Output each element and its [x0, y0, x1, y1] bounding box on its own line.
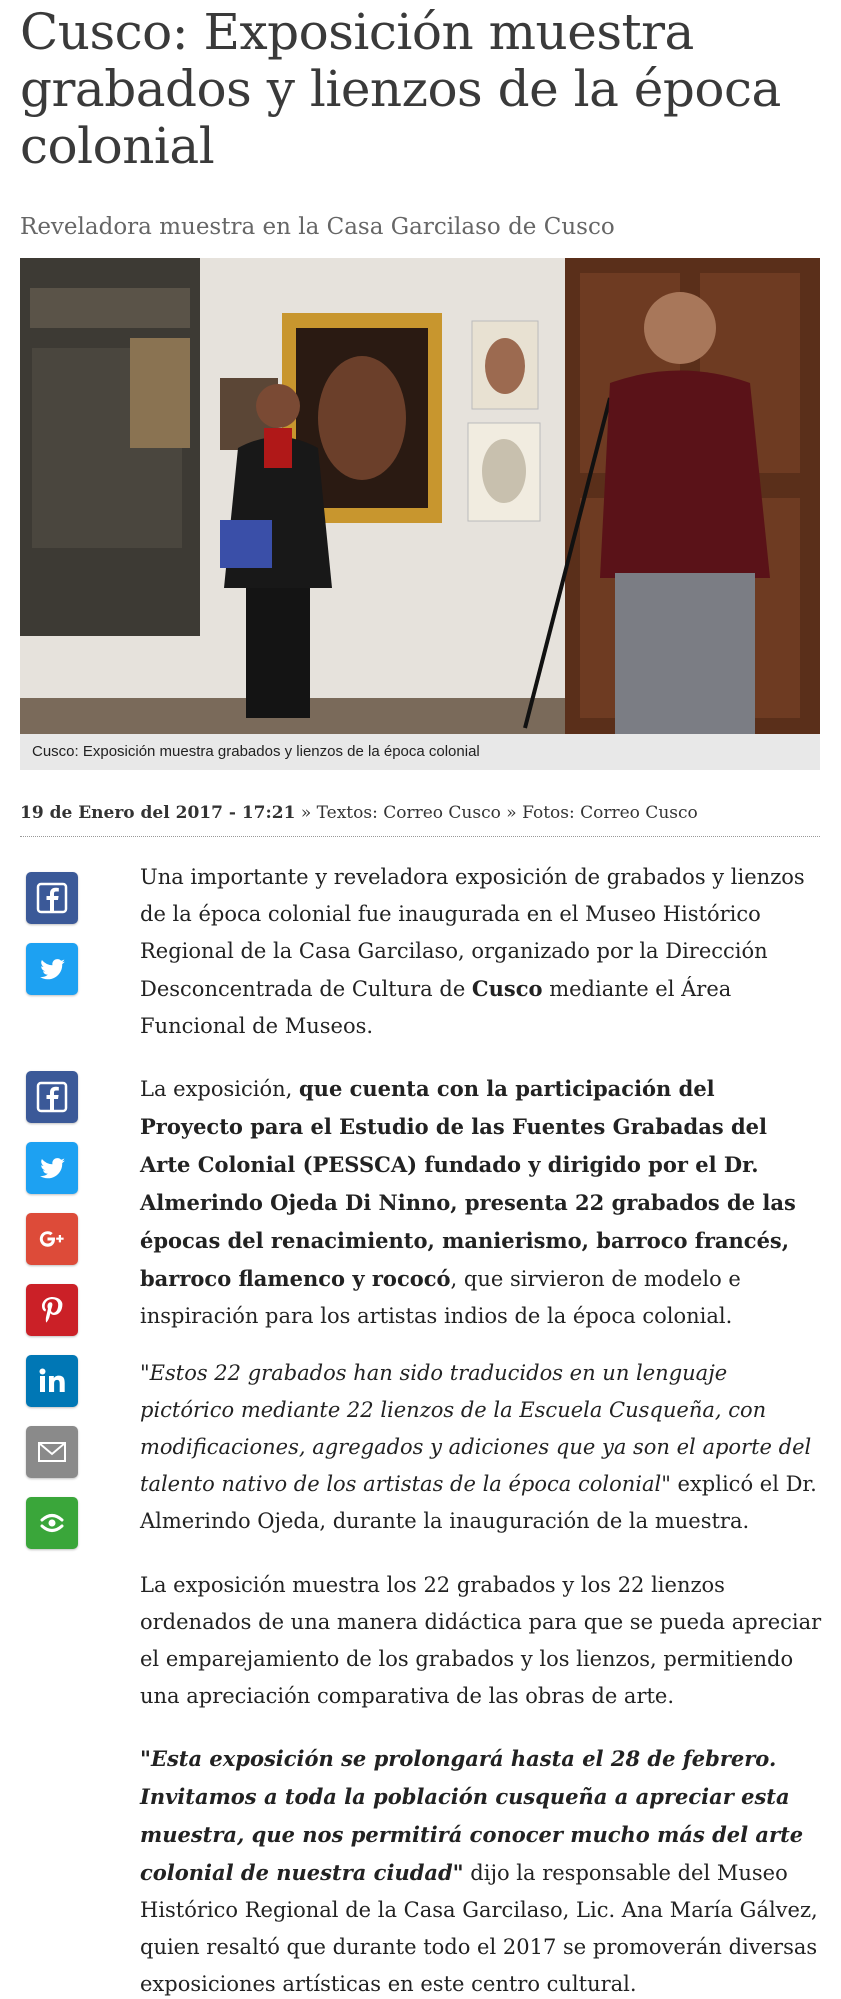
photo-credit: Fotos: Correo Cusco: [522, 803, 698, 823]
paragraph-bold-text: que cuenta con la participación del Proyecto para el Estudio de las Fuentes Grabadas del Arte Colonial (PESSCA) fundado y dirigido por el Dr. Almerindo Ojeda Di Ninno, presenta 22 grabados de las épocas del renacimiento, manierismo, barroco francés, barroco flamenco y rococó: [140, 1076, 796, 1291]
paragraph-quote: "Esta exposición se prolongará hasta el 28 de febrero. Invitamos a toda la población cusqueña a apreciar esta muestra, que nos permitirá conocer mucho más del arte colonial de nuestra ciudad": [140, 1746, 804, 1885]
article-headline: Cusco: Exposición muestra grabados y lienzos de la época colonial: [20, 3, 781, 175]
share-top-group: [26, 872, 80, 1014]
article-photo: [20, 258, 820, 734]
paragraph-text: mediante el Área Funcional de Museos.: [140, 977, 732, 1038]
twitter-icon: [35, 1151, 69, 1185]
article-paragraph-2: [140, 1070, 824, 1335]
article-paragraph-1: [140, 859, 824, 1045]
article-paragraph-4: La exposición muestra los 22 grabados y los 22 lienzos ordenados de una manera didáctica para que se pueda apreciar el emparejamiento de los grabados y los lienzos, permitiendo una apreciación comparativa de las obras de arte.: [140, 1573, 822, 1708]
linkedin-icon: [35, 1364, 69, 1398]
sharethis-icon: [35, 1506, 69, 1540]
paragraph-text: La exposición,: [140, 1077, 299, 1101]
meta-separator: »: [295, 803, 317, 823]
twitter-share-button[interactable]: [26, 943, 78, 995]
paragraph-text: dijo la responsable del Museo Histórico Regional de la Casa Garcilaso, Lic. Ana María Gálvez, quien resaltó que durante todo el 2017 se promoverán diversas exposiciones artísticas en este centro cultural.: [140, 1861, 818, 1996]
article-meta: [20, 803, 820, 837]
email-share-button[interactable]: [26, 1426, 78, 1478]
paragraph-bold-text: Cusco: [471, 976, 543, 1001]
twitter-share-button[interactable]: [26, 1142, 78, 1194]
sharethis-share-button[interactable]: [26, 1497, 78, 1549]
article-paragraph-5: [140, 1740, 824, 1999]
article-paragraph-3: [140, 1355, 824, 1540]
email-icon: [35, 1435, 69, 1469]
facebook-share-button[interactable]: [26, 872, 78, 924]
paragraph-text: explicó el Dr. Almerindo Ojeda, durante la inauguración de la muestra.: [140, 1472, 817, 1533]
photo-caption: Cusco: Exposición muestra grabados y lienzos de la época colonial: [20, 734, 820, 770]
publish-date: 19 de Enero del 2017 - 17:21: [20, 803, 296, 823]
facebook-icon: [35, 1080, 69, 1114]
google-plus-icon: [35, 1222, 69, 1256]
google-plus-share-button[interactable]: [26, 1213, 78, 1265]
pinterest-icon: [35, 1293, 69, 1327]
twitter-icon: [35, 952, 69, 986]
facebook-share-button[interactable]: [26, 1071, 78, 1123]
paragraph-text: , que sirvieron de modelo e inspiración para los artistas indios de la época colonial.: [140, 1267, 741, 1328]
paragraph-quote: "Estos 22 grabados han sido traducidos en un lenguaje pictórico mediante 22 lienzos de la Escuela Cusqueña, con modificaciones, agregados y adiciones que ya son el aporte del talento nativo de los artistas de la época colonial": [140, 1361, 812, 1496]
photo-illustration: [20, 258, 820, 734]
linkedin-share-button[interactable]: [26, 1355, 78, 1407]
pinterest-share-button[interactable]: [26, 1284, 78, 1336]
share-side-group: [26, 1071, 80, 1568]
text-credit: Textos: Correo Cusco: [316, 803, 501, 823]
facebook-icon: [35, 881, 69, 915]
paragraph-text: Una importante y reveladora exposición de grabados y lienzos de la época colonial fue inaugurada en el Museo Histórico Regional de la Casa Garcilaso, organizado por la Dirección Desconcentrada de Cultura de: [140, 865, 805, 1001]
article-subtitle: Reveladora muestra en la Casa Garcilaso de Cusco: [20, 214, 615, 240]
meta-separator: »: [500, 803, 523, 823]
